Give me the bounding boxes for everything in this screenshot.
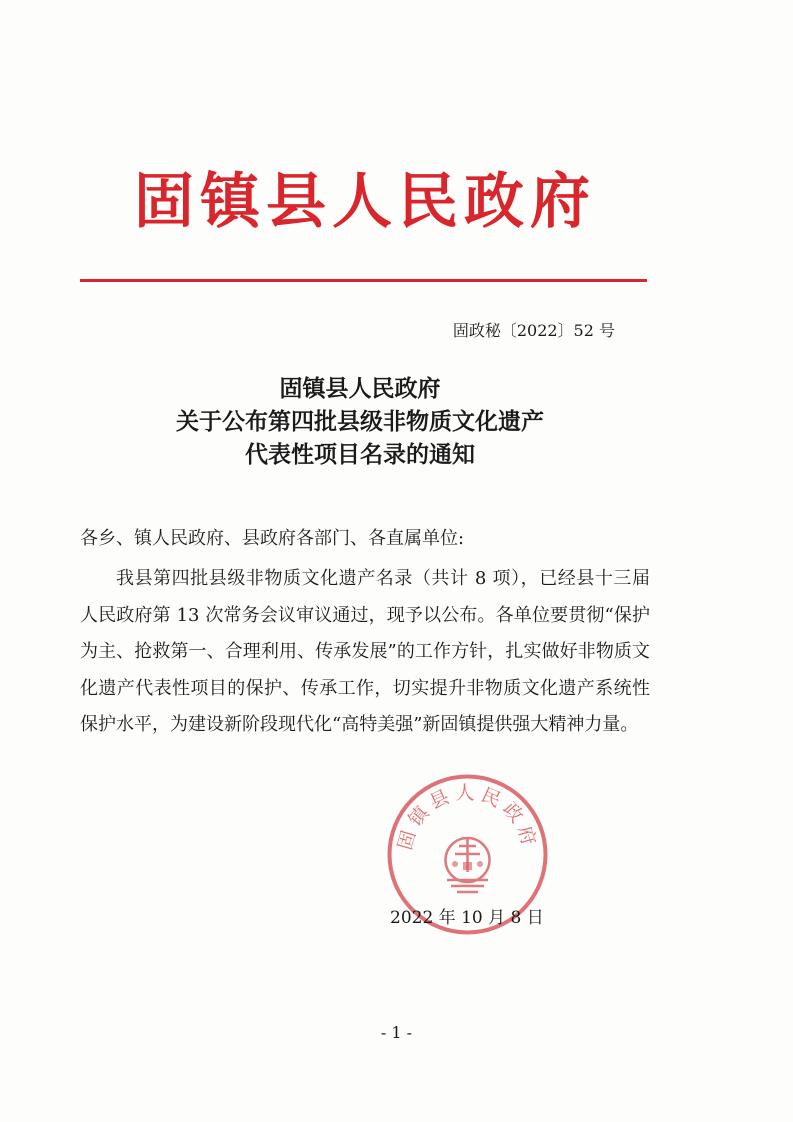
red-divider-line [80, 279, 647, 282]
title-line: 固镇县人民政府 [279, 375, 441, 402]
issuing-authority-header: 固镇县人民政府 [134, 167, 596, 237]
seal-text: 固镇县人民政府 [394, 782, 541, 853]
body-paragraph: 我县第四批县级非物质文化遗产名录（共计 8 项），已经县十三届人民政府第 13 次常务会议审议通过，现予以公布。各单位要贯彻“保护为主、抢救第一、合理利用、传承发展”的工作方针，扎实做好非物质文化遗产代表性项目的保护、传承工作，切实提升非物质文化遗产系统性保护水平，为建设新阶段现代化“高特美强”新固镇提供强大精神力量。 [80, 568, 650, 735]
issue-date: 2022 年 10 月 8 日 [390, 908, 544, 928]
body-text [80, 561, 650, 744]
addressee-line: 各乡、镇人民政府、县政府各部门、各直属单位: [80, 528, 465, 549]
page-number: - 1 - [380, 1023, 413, 1042]
document-title [60, 372, 660, 471]
title-line: 关于公布第四批县级非物质文化遗产 [176, 408, 544, 435]
document-number: 固政秘〔2022〕52 号 [452, 321, 615, 340]
title-line: 代表性项目名录的通知 [245, 441, 475, 468]
